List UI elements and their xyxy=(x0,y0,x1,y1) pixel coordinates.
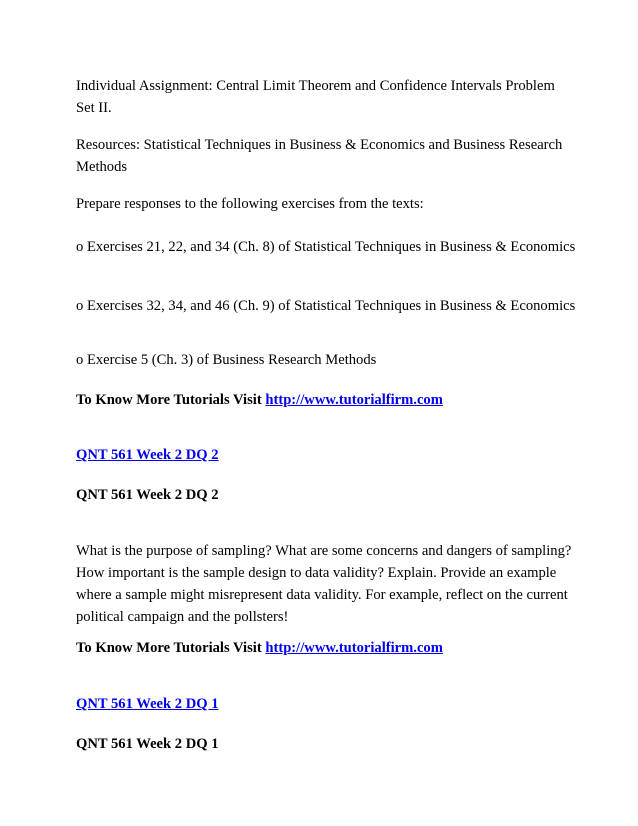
prepare-text: Prepare responses to the following exercises from the texts: xyxy=(76,196,424,212)
exercise-item-2: o Exercises 32, 34, and 46 (Ch. 9) of Statistical Techniques in Business & Economics xyxy=(76,298,576,314)
exercise-item-3: o Exercise 5 (Ch. 3) of Business Research Methods xyxy=(76,352,377,368)
tutorials-label: To Know More Tutorials Visit xyxy=(76,392,266,408)
dq1-heading: QNT 561 Week 2 DQ 1 xyxy=(76,736,219,752)
dq2-heading: QNT 561 Week 2 DQ 2 xyxy=(76,487,219,503)
dq2-question: What is the purpose of sampling? What are some concerns and dangers of sampling? How important is the sample design to data validity? Explain. Provide an example where a sample might misrepresent data validity. For example, reflect on the current political campaign and the pollsters! xyxy=(76,543,572,625)
dq2-link-line xyxy=(76,444,576,466)
exercise-item-1: o Exercises 21, 22, and 34 (Ch. 8) of Statistical Techniques in Business & Economics xyxy=(76,239,576,255)
tutorials-link[interactable]: http://www.tutorialfirm.com xyxy=(265,640,443,656)
dq1-link-line xyxy=(76,693,576,715)
dq2-link[interactable]: QNT 561 Week 2 DQ 2 xyxy=(76,447,219,463)
resources-text: Resources: Statistical Techniques in Business & Economics and Business Research Methods xyxy=(76,137,563,175)
tutorials-link[interactable]: http://www.tutorialfirm.com xyxy=(265,392,443,408)
dq1-link[interactable]: QNT 561 Week 2 DQ 1 xyxy=(76,696,219,712)
assignment-title: Individual Assignment: Central Limit Theorem and Confidence Intervals Problem Set II. xyxy=(76,78,555,116)
tutorials-label: To Know More Tutorials Visit xyxy=(76,640,266,656)
tutorials-line-1 xyxy=(76,389,576,411)
tutorials-line-2 xyxy=(76,637,576,659)
